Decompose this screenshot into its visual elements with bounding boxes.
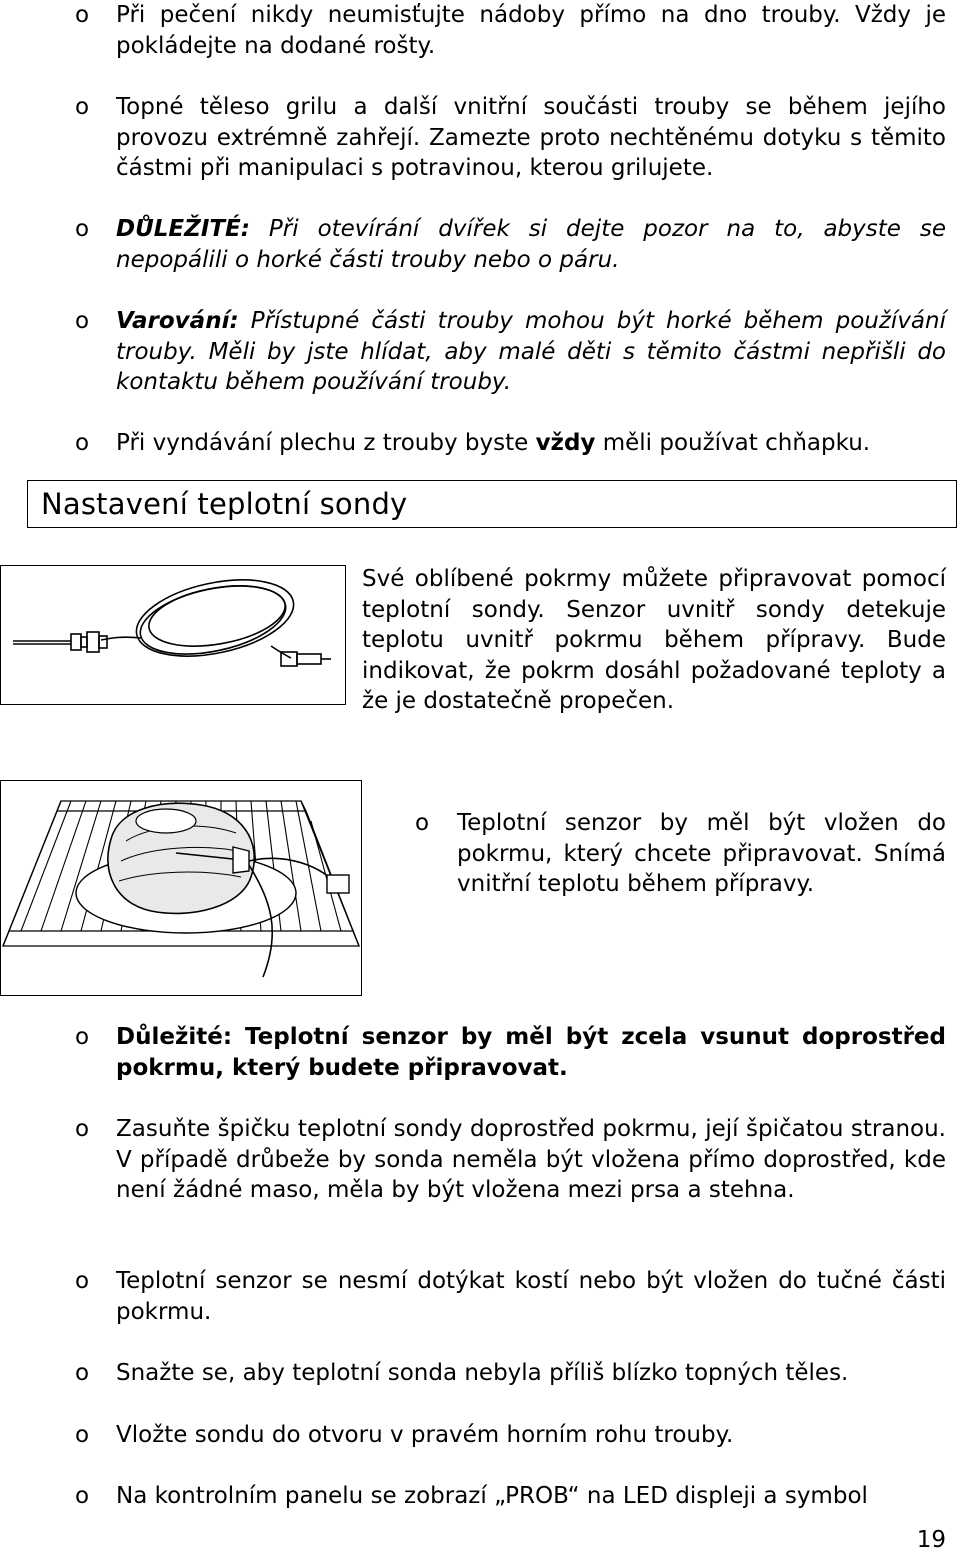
bullet-marker: o — [75, 2, 90, 28]
important-text: Při otevírání dvířek si dejte pozor na to, abyste se nepopálili o horké části trouby nebo o páru. — [116, 216, 946, 273]
bullet-marker: o — [415, 810, 430, 836]
bullet-marker: o — [75, 1360, 90, 1386]
bullet-text: Na kontrolním panelu se zobrazí „PROB“ na LED displeji a symbol — [116, 1483, 868, 1509]
roast-illustration — [0, 780, 362, 996]
bullet-text: Topné těleso grilu a další vnitřní součásti trouby se během jejího provozu extrémně zahřejí. Zamezte proto nechtěnému dotyku s těmito částmi při manipulaci s potravinou, kterou grilujete. — [116, 94, 946, 181]
section-heading-box — [27, 480, 957, 528]
bullet-marker: o — [75, 1116, 90, 1142]
important-label: DŮLEŽITÉ: — [116, 216, 250, 242]
bullet-marker: o — [75, 430, 90, 456]
bullet-marker: o — [75, 1268, 90, 1294]
temperature-probe-icon — [1, 566, 344, 703]
warning-note — [116, 306, 946, 398]
bullet-text: Vložte sondu do otvoru v pravém horním rohu trouby. — [116, 1422, 734, 1448]
warning-text: Přístupné části trouby mohou být horké během používání trouby. Měli by jste hlídat, aby malé děti s těmito částmi nepřišli do kontaktu během používání trouby. — [116, 308, 946, 395]
bullet-text: Při pečení nikdy neumisťujte nádoby přímo na dno trouby. Vždy je pokládejte na dodané rošty. — [116, 2, 946, 59]
important-insertion-note: Důležité: Teplotní senzor by měl být zcela vsunut doprostřed pokrmu, který budete připravovat. — [116, 1024, 946, 1081]
bullet-marker: o — [75, 1024, 90, 1050]
bullet-text: Snažte se, aby teplotní sonda nebyla příliš blízko topných těles. — [116, 1360, 849, 1386]
probe-description: Své oblíbené pokrmy můžete připravovat pomocí teplotní sondy. Senzor uvnitř sondy detekuje teplotu uvnitř pokrmu během přípravy. Bude indikovat, že pokrm dosáhl požadované teploty a že je dostatečně propečen. — [362, 566, 946, 714]
bullet-text: Teplotní senzor se nesmí dotýkat kostí nebo být vložen do tučné části pokrmu. — [116, 1268, 946, 1325]
bullet-marker: o — [75, 94, 90, 120]
always-emphasis: vždy — [535, 430, 596, 456]
roast-on-rack-icon — [1, 781, 360, 994]
page-number: 19 — [916, 1527, 946, 1553]
bullet-marker: o — [75, 1422, 90, 1448]
bullet-marker: o — [75, 308, 90, 334]
bullet-text: Zasuňte špičku teplotní sondy doprostřed pokrmu, její špičatou stranou. V případě drůbeže by sonda neměla být vložena přímo doprostřed, kde není žádné maso, měla by být vložena mezi prsa a stehna. — [116, 1116, 946, 1203]
probe-illustration — [0, 565, 346, 705]
sensor-note: Teplotní senzor by měl být vložen do pokrmu, který chcete připravovat. Snímá vnitřní teplotu během přípravy. — [457, 810, 946, 897]
mitt-note: Při vyndávání plechu z trouby byste vždy měli používat chňapku. — [116, 430, 871, 456]
important-note — [116, 214, 946, 275]
bullet-marker: o — [75, 1483, 90, 1509]
bullet-marker: o — [75, 216, 90, 242]
section-heading: Nastavení teplotní sondy — [41, 487, 408, 521]
warning-label: Varování: — [116, 308, 239, 334]
